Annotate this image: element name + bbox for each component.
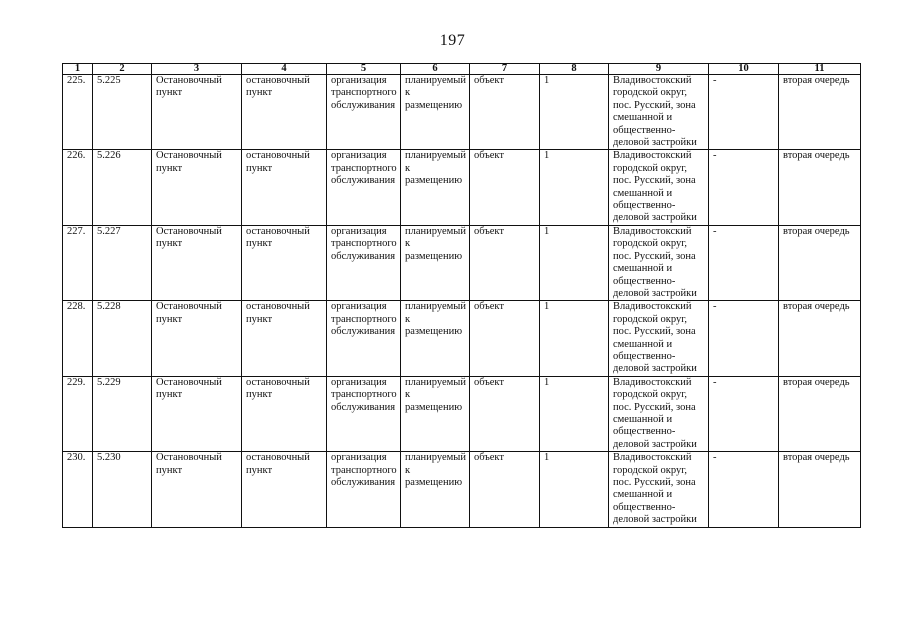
object-name: Остановочный пункт — [152, 225, 242, 300]
row-number: 230. — [63, 452, 93, 527]
table-row — [63, 150, 861, 225]
object-kind: остановочный пункт — [242, 452, 327, 527]
table-row — [63, 376, 861, 451]
column-header: 11 — [779, 64, 861, 75]
object-type: объект — [470, 301, 540, 376]
object-purpose: организация транспортного обслуживания — [327, 225, 401, 300]
table-row — [63, 75, 861, 150]
object-status: планируемый к размещению — [401, 150, 470, 225]
object-purpose: организация транспортного обслуживания — [327, 376, 401, 451]
object-kind: остановочный пункт — [242, 225, 327, 300]
object-type: объект — [470, 150, 540, 225]
object-purpose: организация транспортного обслуживания — [327, 75, 401, 150]
object-location: Владивостокский городской округ, пос. Русский, зона смешанной и общественно-деловой застройки — [609, 225, 709, 300]
object-code: 5.226 — [93, 150, 152, 225]
object-code: 5.227 — [93, 225, 152, 300]
object-purpose: организация транспортного обслуживания — [327, 150, 401, 225]
object-kind: остановочный пункт — [242, 75, 327, 150]
object-stage: вторая очередь — [779, 225, 861, 300]
column-header: 7 — [470, 64, 540, 75]
row-number: 226. — [63, 150, 93, 225]
object-count: 1 — [540, 452, 609, 527]
column-header: 2 — [93, 64, 152, 75]
row-number: 225. — [63, 75, 93, 150]
column-header: 3 — [152, 64, 242, 75]
object-count: 1 — [540, 225, 609, 300]
object-stage: вторая очередь — [779, 75, 861, 150]
header-row — [63, 64, 861, 75]
column-header: 4 — [242, 64, 327, 75]
object-location: Владивостокский городской округ, пос. Русский, зона смешанной и общественно-деловой застройки — [609, 75, 709, 150]
object-type: объект — [470, 452, 540, 527]
object-kind: остановочный пункт — [242, 301, 327, 376]
table-row — [63, 225, 861, 300]
object-location: Владивостокский городской округ, пос. Русский, зона смешанной и общественно-деловой застройки — [609, 150, 709, 225]
object-status: планируемый к размещению — [401, 75, 470, 150]
object-count: 1 — [540, 150, 609, 225]
object-status: планируемый к размещению — [401, 301, 470, 376]
object-name: Остановочный пункт — [152, 452, 242, 527]
object-count: 1 — [540, 376, 609, 451]
object-code: 5.228 — [93, 301, 152, 376]
object-name: Остановочный пункт — [152, 150, 242, 225]
object-type: объект — [470, 225, 540, 300]
object-name: Остановочный пункт — [152, 301, 242, 376]
object-location: Владивостокский городской округ, пос. Русский, зона смешанной и общественно-деловой застройки — [609, 452, 709, 527]
column-header: 10 — [709, 64, 779, 75]
page-number: 197 — [439, 32, 466, 49]
object-kind: остановочный пункт — [242, 376, 327, 451]
object-stage: вторая очередь — [779, 150, 861, 225]
column-header: 9 — [609, 64, 709, 75]
object-note: - — [709, 301, 779, 376]
object-count: 1 — [540, 75, 609, 150]
objects-table — [62, 63, 861, 528]
column-header: 5 — [327, 64, 401, 75]
object-purpose: организация транспортного обслуживания — [327, 452, 401, 527]
row-number: 227. — [63, 225, 93, 300]
object-stage: вторая очередь — [779, 452, 861, 527]
object-status: планируемый к размещению — [401, 225, 470, 300]
object-count: 1 — [540, 301, 609, 376]
object-name: Остановочный пункт — [152, 376, 242, 451]
object-code: 5.229 — [93, 376, 152, 451]
object-name: Остановочный пункт — [152, 75, 242, 150]
row-number: 228. — [63, 301, 93, 376]
object-code: 5.230 — [93, 452, 152, 527]
column-header: 1 — [63, 64, 93, 75]
object-status: планируемый к размещению — [401, 376, 470, 451]
object-purpose: организация транспортного обслуживания — [327, 301, 401, 376]
table-row — [63, 301, 861, 376]
object-note: - — [709, 376, 779, 451]
table-row — [63, 452, 861, 527]
object-location: Владивостокский городской округ, пос. Русский, зона смешанной и общественно-деловой застройки — [609, 301, 709, 376]
object-stage: вторая очередь — [779, 301, 861, 376]
row-number: 229. — [63, 376, 93, 451]
object-type: объект — [470, 75, 540, 150]
object-type: объект — [470, 376, 540, 451]
column-header: 8 — [540, 64, 609, 75]
object-note: - — [709, 75, 779, 150]
object-note: - — [709, 150, 779, 225]
object-location: Владивостокский городской округ, пос. Русский, зона смешанной и общественно-деловой застройки — [609, 376, 709, 451]
object-note: - — [709, 225, 779, 300]
object-note: - — [709, 452, 779, 527]
object-code: 5.225 — [93, 75, 152, 150]
object-status: планируемый к размещению — [401, 452, 470, 527]
object-stage: вторая очередь — [779, 376, 861, 451]
column-header: 6 — [401, 64, 470, 75]
object-kind: остановочный пункт — [242, 150, 327, 225]
